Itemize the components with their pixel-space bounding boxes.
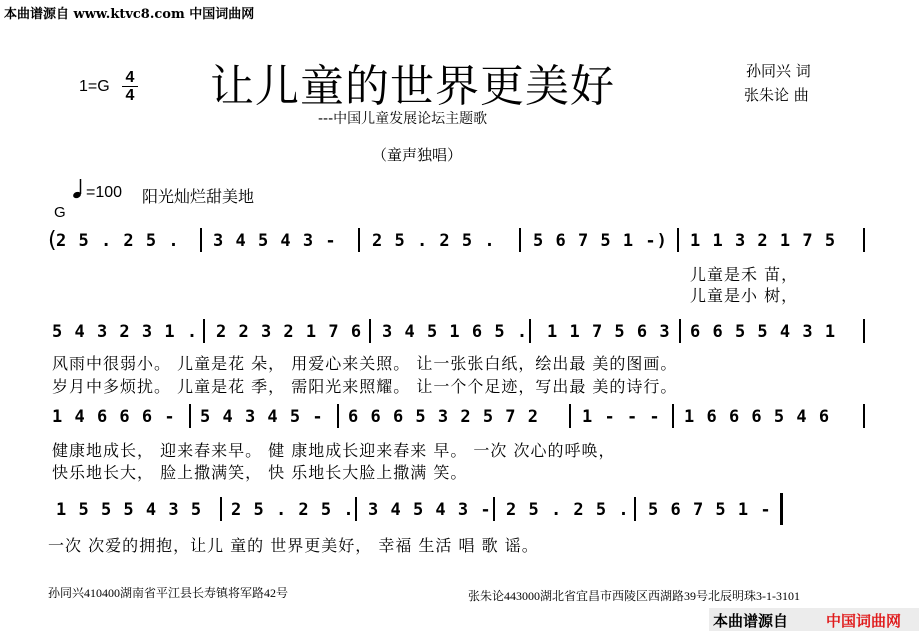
lyric-verse1: 风雨中很弱小。 儿童是花 朵， 用爱心来关照。 让一张张白纸，绘出最 美的图画。	[52, 354, 678, 373]
watermark-text: 本曲谱源自	[713, 612, 789, 630]
measure: 6 6 6 5 3 2 5 7 2	[348, 407, 539, 427]
barline	[863, 319, 865, 343]
measure: 2 5 . 2 5 .	[56, 231, 180, 251]
barline	[493, 497, 495, 521]
final-barline	[780, 493, 783, 525]
barline	[358, 228, 360, 252]
barline	[519, 228, 521, 252]
barline	[863, 228, 865, 252]
measure: 2 2 3 2 1 7 6	[216, 322, 363, 342]
barline	[337, 404, 339, 428]
song-title: 让儿童的世界更美好	[210, 61, 615, 112]
measure: 3 4 5 4 3 -	[213, 231, 337, 251]
measure: 1 4 6 6 6 -	[52, 407, 176, 427]
measure: 2 5 . 2 5 .	[372, 231, 496, 251]
measure: 1 6 6 6 5 4 6	[684, 407, 831, 427]
repeat-paren: (	[48, 228, 57, 253]
site-header: 本曲谱源自 www.ktvc8.com 中国词曲网	[4, 7, 255, 22]
chord-symbol: G	[54, 204, 66, 221]
barline	[200, 228, 202, 252]
lyricist-address: 孙同兴410400湖南省平江县长寿镇将军路42号	[48, 586, 289, 600]
barline	[189, 404, 191, 428]
composer: 张朱论 曲	[744, 86, 809, 104]
measure: 2 5 . 2 5 .	[506, 500, 630, 520]
lyric-verse2: 儿童是小 树，	[690, 286, 799, 305]
lyric-verse1: 健康地成长， 迎来春来早。 健 康地成长迎来春来 早。 一次 次心的呼唤，	[52, 441, 616, 460]
barline	[863, 404, 865, 428]
barline	[677, 228, 679, 252]
measure: 5 4 3 2 3 1 .	[52, 322, 199, 342]
song-subtitle: ---中国儿童发展论坛主题歌	[318, 111, 488, 127]
barline	[220, 497, 222, 521]
barline	[369, 319, 371, 343]
measure: 1 1 7 5 6 3	[547, 322, 671, 342]
performance-note: （童声独唱）	[372, 146, 463, 164]
expression-marking: 阳光灿烂甜美地	[142, 189, 255, 206]
measure: 5 4 3 4 5 -	[200, 407, 324, 427]
measure: 6 6 5 5 4 3 1	[690, 322, 837, 342]
lyric-verse2: 快乐地长大， 脸上撒满笑， 快 乐地长大脸上撒满 笑。	[52, 463, 468, 482]
measure: 3 4 5 1 6 5 .	[382, 322, 529, 342]
barline	[679, 319, 681, 343]
lyric-verse1: 一次 次爱的拥抱，让儿 童的 世界更美好， 幸福 生活 唱 歌 谣。	[48, 536, 539, 555]
measure: 1 - - -	[582, 407, 661, 427]
barline	[355, 497, 357, 521]
key-signature: 1=G	[79, 78, 110, 95]
barline	[634, 497, 636, 521]
lyric-verse2: 岁月中多烦扰。 儿童是花 季， 需阳光来照耀。 让一个个足迹，写出最 美的诗行。	[52, 377, 678, 396]
time-bottom: 4	[122, 86, 138, 104]
composer-address: 张朱论443000湖北省宜昌市西陵区西湖路39号北辰明珠3-1-3101	[468, 589, 800, 603]
tempo-marking: =100	[86, 184, 123, 201]
lyricist: 孙同兴 词	[746, 62, 811, 80]
barline	[569, 404, 571, 428]
measure: 5 6 7 5 1 -)	[533, 231, 668, 251]
watermark-brand: 中国词曲网	[826, 612, 902, 630]
measure: 2 5 . 2 5 .	[231, 500, 355, 520]
lyric-verse1: 儿童是禾 苗，	[690, 265, 799, 284]
barline	[529, 319, 531, 343]
barline	[672, 404, 674, 428]
measure: 1 1 3 2 1 7 5	[690, 231, 837, 251]
time-top: 4	[125, 69, 135, 86]
measure: 1 5 5 5 4 3 5	[56, 500, 203, 520]
time-signature	[122, 69, 138, 104]
barline	[203, 319, 205, 343]
measure: 5 6 7 5 1 -	[648, 500, 772, 520]
measure: 3 4 5 4 3 -	[368, 500, 492, 520]
